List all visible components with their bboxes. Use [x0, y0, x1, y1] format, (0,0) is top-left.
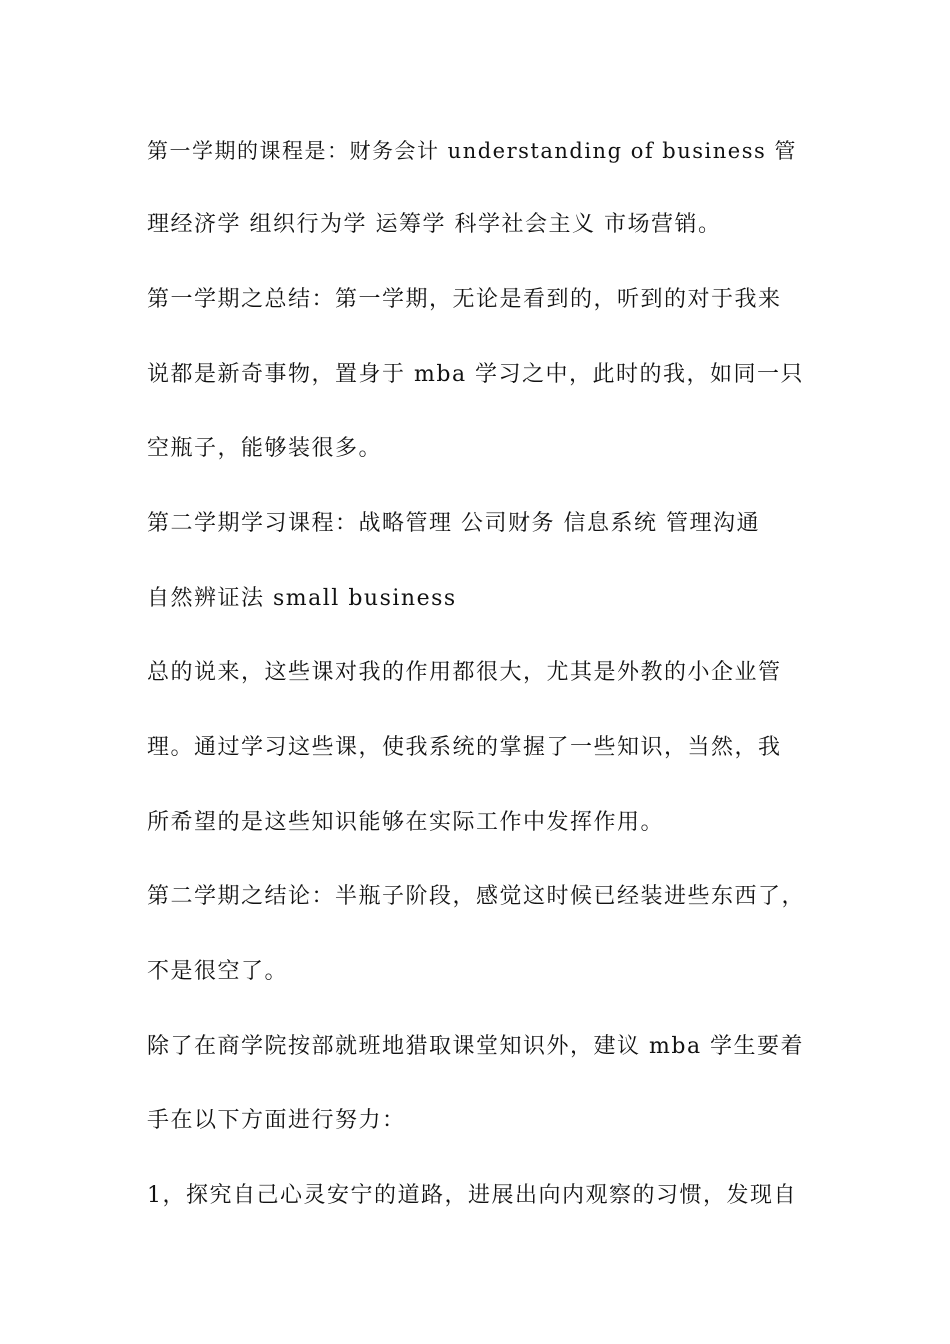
text-line: 手在以下方面进行努力：: [147, 1108, 406, 1133]
text-line: 理经济学 组织行为学 运筹学 科学社会主义 市场营销。: [147, 212, 722, 237]
text-line: 1，探究自己心灵安宁的道路，进展出向内观察的习惯，发现自: [147, 1183, 797, 1208]
text-line: 总的说来，这些课对我的作用都很大，尤其是外教的小企业管: [147, 660, 782, 685]
text-line: 自然辨证法 small business: [147, 586, 457, 611]
text-line: 第一学期之总结：第一学期，无论是看到的，听到的对于我来: [147, 287, 782, 312]
text-line: 除了在商学院按部就班地猎取课堂知识外，建议 mba 学生要着: [147, 1034, 805, 1059]
text-line: 所希望的是这些知识能够在实际工作中发挥作用。: [147, 810, 665, 835]
text-line: 说都是新奇事物，置身于 mba 学习之中，此时的我，如同一只: [147, 362, 805, 387]
text-line: 第二学期学习课程：战略管理 公司财务 信息系统 管理沟通: [147, 511, 760, 536]
text-line: 第一学期的课程是：财务会计 understanding of business 管: [147, 139, 797, 163]
text-line: 不是很空了。: [147, 959, 289, 984]
text-line: 理。通过学习这些课，使我系统的掌握了一些知识，当然，我: [147, 735, 782, 760]
text-line: 第二学期之结论：半瓶子阶段，感觉这时候已经装进些东西了，: [147, 884, 806, 909]
text-line: 空瓶子，能够装很多。: [147, 436, 383, 461]
